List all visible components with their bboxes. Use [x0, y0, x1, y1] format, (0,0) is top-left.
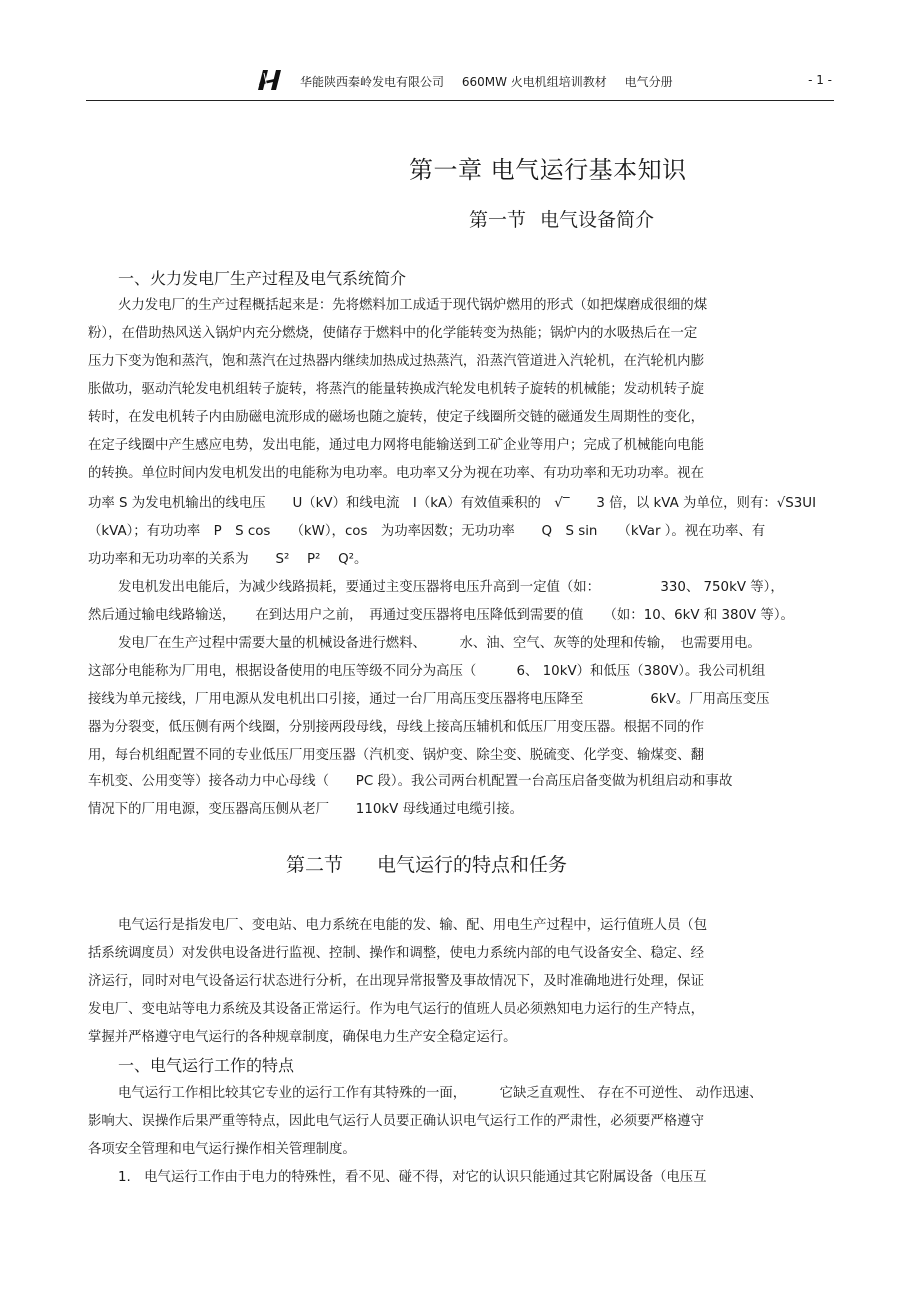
para1-line: 在定子线圈中产生感应电势，发出电能，通过电力网将电能输送到工矿企业等用户；完成了机械能向电能 [88, 438, 704, 453]
page-number: - 1 - [808, 73, 832, 87]
section-1-title: 电气设备简介 [540, 209, 655, 231]
para3-line: 接线为单元接线，厂用电源从发电机出口引接，通过一台厂用高压变压器将电压降至 6kV。厂用高压变压 [88, 692, 770, 707]
para5-line: 各项安全管理和电气运行操作相关管理制度。 [88, 1142, 356, 1157]
section-2-title: 电气运行的特点和任务 [377, 854, 568, 876]
subsection-2-heading: 一、电气运行工作的特点 [118, 1056, 295, 1075]
chapter-title: 第一章 电气运行基本知识 [409, 156, 687, 184]
para2-line: 发电机发出电能后，为减少线路损耗，要通过主变压器将电压升高到一定值（如： 330、 750kV 等）， [118, 580, 784, 595]
section-1-heading [469, 205, 654, 232]
para3-line: 这部分电能称为厂用电，根据设备使用的电压等级不同分为高压（ 6、 10kV）和低压（380V）。我公司机组 [88, 664, 766, 679]
para1-line: （kVA）；有功功率 P S cos （kW），cos 为功率因数；无功功率 Q S sin （kVar ）。视在功率、有 [88, 524, 766, 539]
header-book: 660MW 火电机组培训教材 [461, 75, 607, 89]
page-header [86, 64, 834, 101]
para4-line: 发电厂、变电站等电力系统及其设备正常运行。作为电气运行的值班人员必须熟知电力运行的生产特点， [88, 1002, 704, 1017]
para4-line: 括系统调度员）对发供电设备进行监视、控制、操作和调整，使电力系统内部的电气设备安全、稳定、经 [88, 946, 704, 961]
header-volume: 电气分册 [624, 75, 673, 89]
subsection-1-heading: 一、火力发电厂生产过程及电气系统简介 [118, 269, 407, 288]
para4-line: 电气运行是指发电厂、变电站、电力系统在电能的发、输、配、用电生产过程中，运行值班人员（包 [118, 918, 708, 933]
list-item-1: 1. 电气运行工作由于电力的特殊性，看不见、碰不得，对它的认识只能通过其它附属设备（电压互 [118, 1170, 707, 1185]
header-company: 华能陕西秦岭发电有限公司 [300, 75, 445, 89]
section-1-number: 第一节 [469, 209, 527, 231]
para1-line: 火力发电厂的生产过程概括起来是：先将燃料加工成适于现代锅炉燃用的形式（如把煤磨成很细的煤 [118, 298, 708, 313]
para4-line: 济运行，同时对电气设备运行状态进行分析，在出现异常报警及事故情况下，及时准确地进行处理，保证 [88, 974, 704, 989]
para1-line: 粉），在借助热风送入锅炉内充分燃烧，使储存于燃料中的化学能转变为热能；锅炉内的水吸热后在一定 [88, 326, 698, 341]
para4-line: 掌握并严格遵守电气运行的各种规章制度，确保电力生产安全稳定运行。 [88, 1030, 517, 1045]
para3-line: 器为分裂变，低压侧有两个线圈，分别接两段母线，母线上接高压辅机和低压厂用变压器。根据不同的作 [88, 720, 704, 735]
section-2-heading [286, 850, 567, 877]
section-2-number: 第二节 [286, 854, 344, 876]
para1-line: 转时，在发电机转子内由励磁电流形成的磁场也随之旋转，使定子线圈所交链的磁通发生周期性的变化， [88, 410, 704, 425]
para3-line: 情况下的厂用电源，变压器高压侧从老厂 110kV 母线通过电缆引接。 [88, 802, 524, 817]
para3-line: 用，每台机组配置不同的专业低压厂用变压器（汽机变、锅炉变、除尘变、脱硫变、化学变、输煤变、翻 [88, 748, 704, 763]
para1-line: 胀做功，驱动汽轮发电机组转子旋转，将蒸汽的能量转换成汽轮发电机转子旋转的机械能；发动机转子旋 [88, 382, 704, 397]
para5-line: 电气运行工作相比较其它专业的运行工作有其特殊的一面， 它缺乏直观性、 存在不可逆性、 动作迅速、 [118, 1086, 763, 1101]
company-logo-icon [254, 68, 284, 92]
para1-line: 功率 S 为发电机输出的线电压 U（kV）和线电流 I（kA）有效值乘积的 √‾ 3 倍，以 kVA 为单位，则有：√S3UI [88, 496, 817, 511]
para5-line: 影响大、误操作后果严重等特点，因此电气运行人员要正确认识电气运行工作的严肃性，必须要严格遵守 [88, 1114, 704, 1129]
para3-line: 发电厂在生产过程中需要大量的机械设备进行燃料、 水、油、空气、灰等的处理和传输， 也需要用电。 [118, 636, 761, 651]
header-text [300, 73, 687, 90]
para1-line: 压力下变为饱和蒸汽，饱和蒸汽在过热器内继续加热成过热蒸汽，沿蒸汽管道进入汽轮机，在汽轮机内膨 [88, 354, 704, 369]
para3-line: 车机变、公用变等）接各动力中心母线（ PC 段）。我公司两台机配置一台高压启备变做为机组启动和事故 [88, 774, 733, 789]
para1-line: 的转换。单位时间内发电机发出的电能称为电功率。电功率又分为视在功率、有功功率和无功功率。视在 [88, 466, 704, 481]
para1-line: 功功率和无功功率的关系为 S² P² Q²。 [88, 552, 368, 567]
para2-line: 然后通过输电线路输送， 在到达用户之前， 再通过变压器将电压降低到需要的值 （如：10、6kV 和 380V 等）。 [88, 608, 794, 623]
